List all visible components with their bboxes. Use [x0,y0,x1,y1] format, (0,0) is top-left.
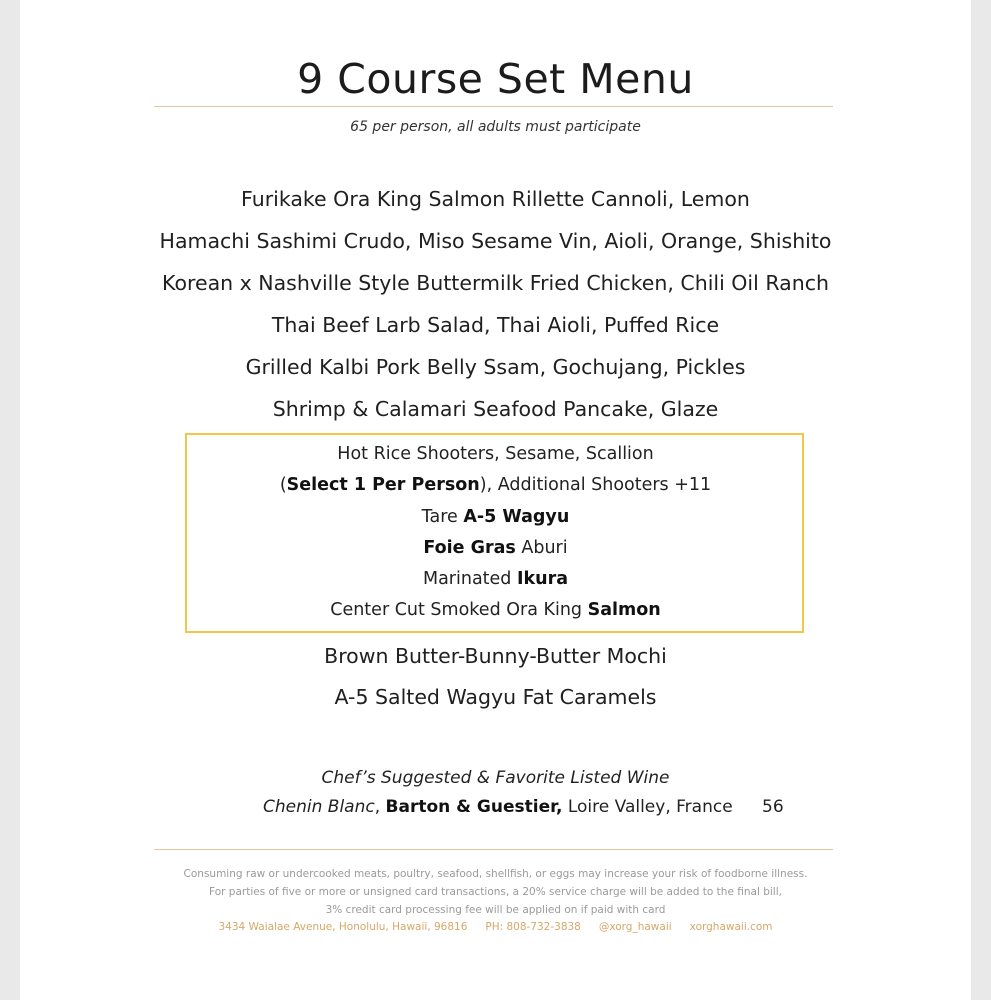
menu-title: 9 Course Set Menu [297,55,694,103]
shooters-heading: Hot Rice Shooters, Sesame, Scallion [337,444,654,464]
shooter-option-foie-gras: Foie Gras Aburi [423,538,568,558]
footer-divider [154,849,833,850]
wine-heading: Chef’s Suggested & Favorite Listed Wine [321,768,670,788]
course-item: Grilled Kalbi Pork Belly Ssam, Gochujang, Pickles [245,355,746,379]
dessert-item: A-5 Salted Wagyu Fat Caramels [334,685,657,709]
shooter-option-wagyu: Tare A-5 Wagyu [421,507,570,527]
footer-service-charge: For parties of five or more or unsigned card transactions, a 20% service charge will be added to the final bill, [209,886,782,898]
address: 3434 Waialae Avenue, Honolulu, Hawaii, 96816 [218,921,468,933]
footer-disclaimer: Consuming raw or undercooked meats, poultry, seafood, shellfish, or eggs may increase your risk of foodborne illness. [183,868,808,880]
course-item: Thai Beef Larb Salad, Thai Aioli, Puffed Rice [271,313,720,337]
footer-contact [0,921,991,933]
footer-card-fee: 3% credit card processing fee will be applied on if paid with card [325,904,666,916]
course-item: Korean x Nashville Style Buttermilk Fried Chicken, Chili Oil Ranch [162,271,829,295]
course-item: Hamachi Sashimi Crudo, Miso Sesame Vin, Aioli, Orange, Shishito [159,229,832,253]
social-handle: @xorg_hawaii [598,921,672,933]
course-item: Furikake Ora King Salmon Rillette Cannoli, Lemon [241,187,750,211]
course-item: Shrimp & Calamari Seafood Pancake, Glaze [272,397,719,421]
shooters-select-line: (Select 1 Per Person), Additional Shooters +11 [279,475,712,495]
wine-listing: Chenin Blanc, Barton & Guestier, Loire Valley, France [263,797,733,817]
menu-subtitle: 65 per person, all adults must participate [350,119,641,135]
shooter-option-salmon: Center Cut Smoked Ora King Salmon [330,600,661,620]
shooter-option-ikura: Marinated Ikura [422,569,569,589]
wine-price: 56 [762,797,784,817]
phone: PH: 808-732-3838 [485,921,581,933]
title-divider [154,106,833,107]
website: xorghawaii.com [689,921,773,933]
dessert-item: Brown Butter-Bunny-Butter Mochi [324,644,667,668]
